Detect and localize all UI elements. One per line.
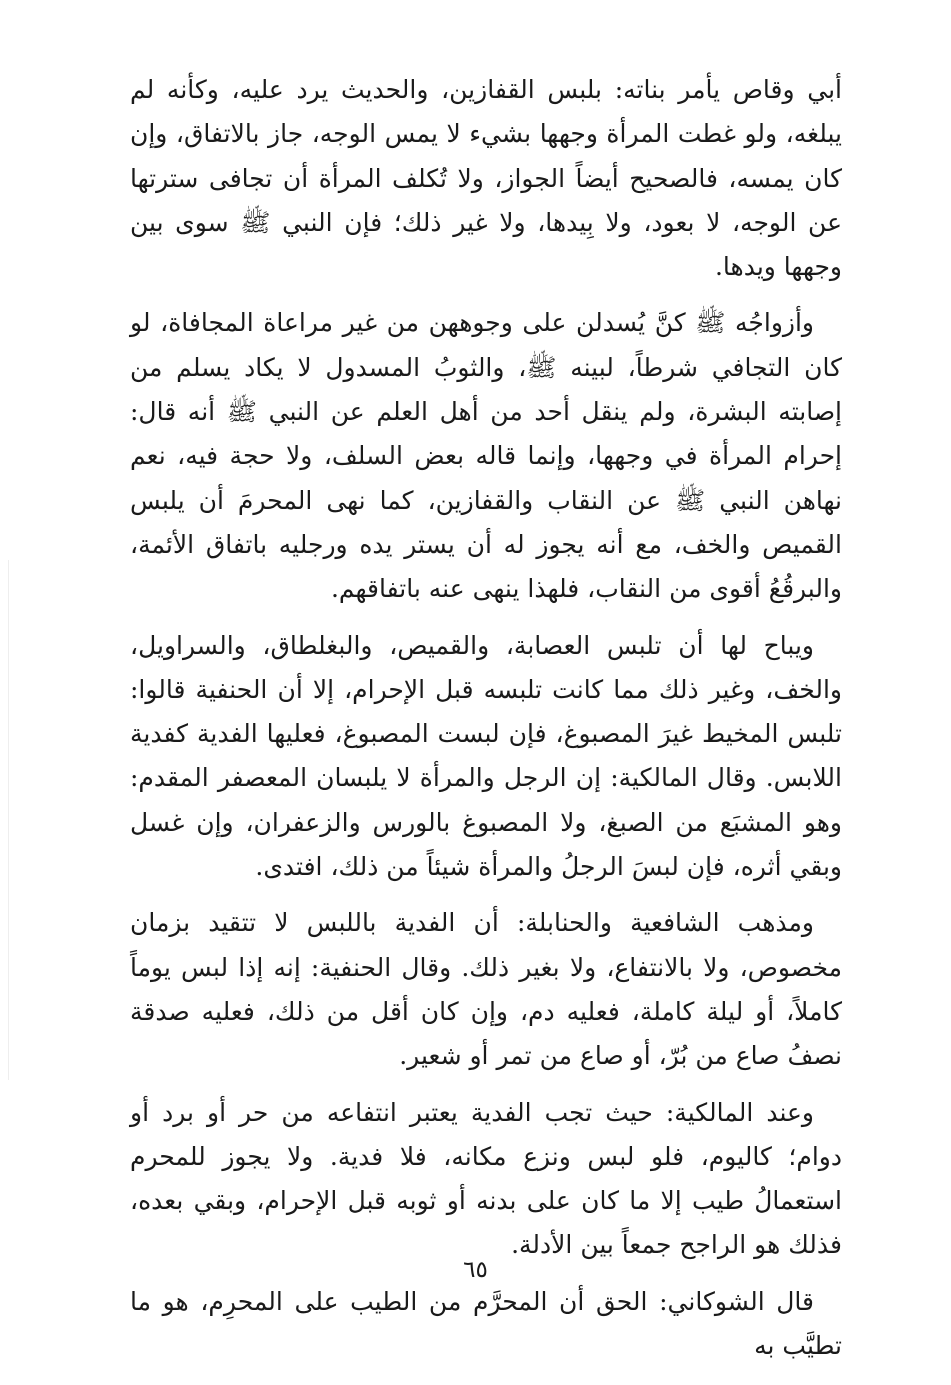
paragraph-6: قال الشوكاني: الحق أن المحرَّم من الطيب على المحرِم، هو ما تطيَّب به — [130, 1286, 842, 1361]
paragraph-4: ومذهب الشافعية والحنابلة: أن الفدية باللبس لا تتقيد بزمان مخصوص، ولا بالانتفاع، ولا بغير ذلك. وقال الحنفية: إنه إذا لبس يوماً كاملاً، أو ليلة كاملة، فعليه دم، وإن كان أقل من ذلك، فعليه صدقة نصفُ صاع من بُرّ، أو صاع من تمر أو شعير. — [130, 908, 842, 1071]
page-number: ٦٥ — [463, 1257, 488, 1283]
page-crease — [8, 560, 9, 1080]
paragraph-5: وعند المالكية: حيث تجب الفدية يعتبر انتفاعه من حر أو برد أو دوام؛ كاليوم، فلو لبس ونزع مكانه، فلا فدية. ولا يجوز للمحرم استعمالُ طيب إلا ما كان على بدنه أو ثوبه قبل الإحرام، وبقي بعده، فذلك هو الراجح جمعاً بين الأدلة. — [130, 1097, 842, 1260]
paragraph-1: أبي وقاص يأمر بناته: بلبس القفازين، والحديث يرد عليه، وكأنه لم يبلغه، ولو غطت المرأة وجهها بشيء لا يمس الوجه، جاز بالاتفاق، وإن كان يمسه، فالصحيح أيضاً الجواز، ولا تُكلف المرأة أن تجافى سترتها عن الوجه، لا بعود، ولا بِيدها، ولا غير ذلك؛ فإن النبي ﷺ سوى بين وجهها ويدها. — [130, 75, 842, 282]
paragraph-3: ويباح لها أن تلبس العصابة، والقميص، والبغلطاق، والسراويل، والخف، وغير ذلك مما كانت تلبسه قبل الإحرام، إلا أن الحنفية قالوا: تلبس المخيط غيرَ المصبوغ، فإن لبست المصبوغ، فعليها الفدية كفدية اللابس. وقال المالكية: إن الرجل والمرأة لا يلبسان المعصفر المقدم: وهو المشبَع من الصبغ، ولا المصبوغ بالورس والزعفران، وإن غسل وبقي أثره، فإن لبسَ الرجلُ والمرأة شيئاً من ذلك، افتدى. — [130, 630, 842, 882]
body-text — [130, 68, 842, 1380]
paragraph-2: وأزواجُه ﷺ كنَّ يُسدلن على وجوههن من غير مراعاة المجافاة، لو كان التجافي شرطاً، لبينه ﷺ، والثوبُ المسدول لا يكاد يسلم من إصابته البشرة، ولم ينقل أحد من أهل العلم عن النبي ﷺ أنه قال: إحرام المرأة في وجهها، وإنما قاله بعض السلف، ولا حجة فيه، نعم نهاهن النبي ﷺ عن النقاب والقفازين، كما نهى المحرمَ أن يلبس القميص والخف، مع أنه يجوز له أن يستر يده ورجليه باتفاق الأئمة، والبرقُعُ أقوى من النقاب، فلهذا ينهى عنه باتفاقهم. — [130, 308, 842, 604]
